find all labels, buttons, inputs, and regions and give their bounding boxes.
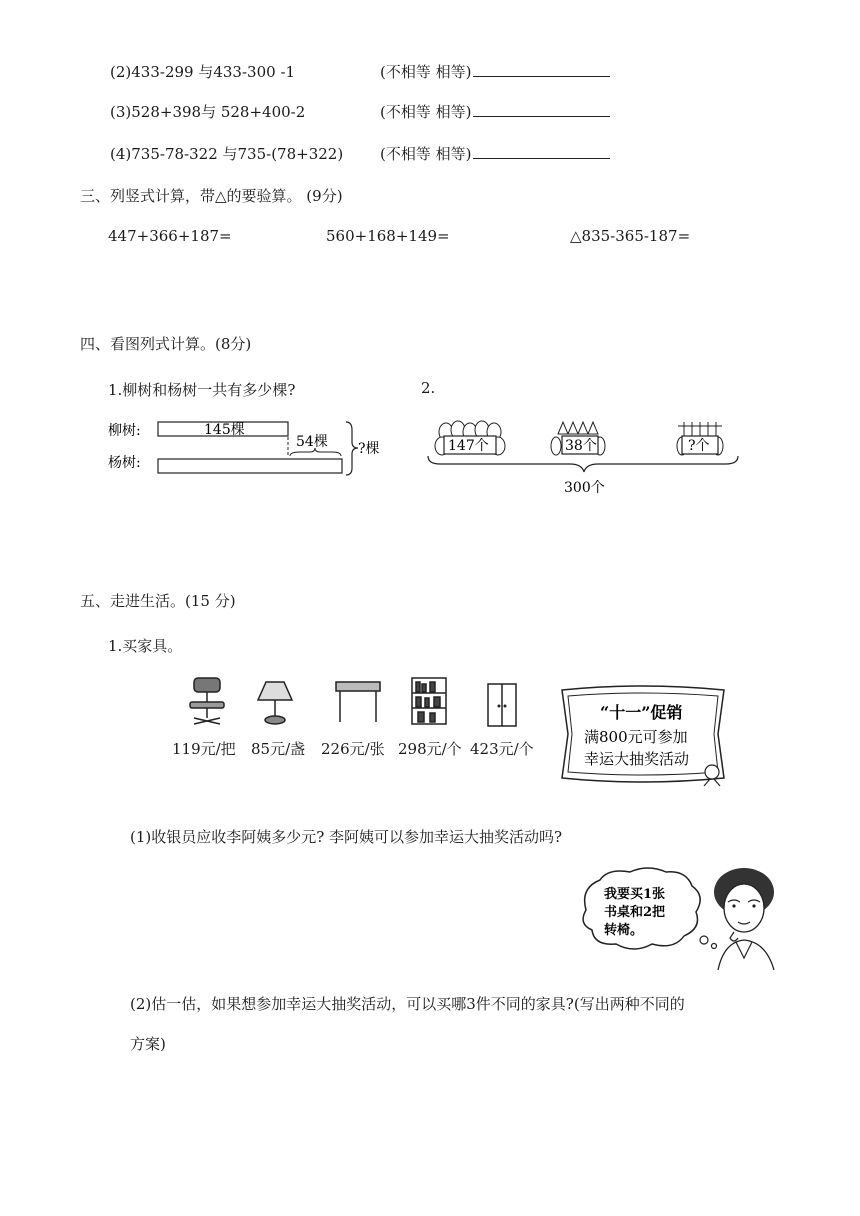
group-1-label: 147个 (448, 438, 489, 454)
answer-blank[interactable] (473, 144, 610, 159)
q2-label: 2. (421, 379, 436, 397)
willow-value: 145棵 (204, 422, 245, 438)
tree-segment-diagram (100, 412, 400, 487)
group-2-label: 38个 (565, 438, 597, 454)
lamp-icon (258, 682, 292, 724)
row-label-willow: 柳树: (108, 423, 141, 439)
wardrobe-icon (484, 682, 520, 730)
swivel-chair-icon (190, 678, 224, 724)
promo-scroll (554, 682, 730, 788)
group-2 (551, 422, 605, 455)
problem-3: △835-365-187= (570, 227, 691, 245)
group-3-label: ?个 (688, 438, 710, 454)
compare-choice-text: (不相等 相等) (380, 145, 472, 163)
compare-choice-2 (380, 61, 610, 82)
price-wardrobe: 423元/个 (470, 740, 534, 758)
promo-line-2: 幸运大抽奖活动 (584, 750, 690, 768)
group-3 (677, 422, 723, 455)
bubble-line-3: 转椅。 (604, 923, 644, 938)
price-lamp: 85元/盏 (251, 740, 306, 758)
total-brace (428, 456, 738, 472)
row-label-poplar: 杨树: (108, 455, 141, 471)
total-label: 300个 (564, 480, 605, 496)
compare-choice-text: (不相等 相等) (380, 63, 472, 81)
items-group-diagram (420, 412, 750, 502)
answer-blank[interactable] (473, 62, 610, 77)
q1-label: 1.柳树和杨树一共有多少棵? (108, 381, 296, 399)
sub-question-1: (1)收银员应收李阿姨多少元? 李阿姨可以参加幸运大抽奖活动吗? (130, 828, 563, 846)
total-value: ?棵 (358, 441, 380, 457)
price-desk: 226元/张 (321, 740, 385, 758)
section5-heading: 五、走进生活。(15 分) (80, 592, 236, 610)
section3-heading: 三、列竖式计算，带△的要验算。 (9分) (80, 187, 343, 205)
woman-avatar (714, 868, 774, 970)
price-bookshelf: 298元/个 (398, 740, 462, 758)
poplar-bar (158, 459, 342, 473)
sub-question-2-line-1: (2)估一估，如果想参加幸运大抽奖活动，可以买哪3件不同的家具?(写出两种不同的 (130, 995, 685, 1013)
q-buy-furniture: 1.买家具。 (108, 637, 183, 655)
furniture-row (180, 676, 460, 730)
compare-expr-3: (3)528+398与 528+400-2 (110, 103, 306, 121)
compare-expr-2: (2)433-299 与433-300 -1 (110, 63, 296, 81)
price-chair: 119元/把 (172, 740, 236, 758)
bubble-line-2: 书桌和2把 (604, 905, 666, 920)
bookshelf-icon (412, 678, 446, 724)
compare-choice-4 (380, 143, 610, 164)
compare-choice-3 (380, 101, 610, 122)
total-brace (346, 422, 358, 475)
sub-question-2-line-2: 方案) (130, 1035, 166, 1053)
problem-2: 560+168+149= (326, 227, 450, 245)
compare-choice-text: (不相等 相等) (380, 103, 472, 121)
problem-1: 447+366+187= (108, 227, 232, 245)
answer-blank[interactable] (473, 102, 610, 117)
compare-expr-4: (4)735-78-322 与735-(78+322) (110, 145, 344, 163)
section4-heading: 四、看图列式计算。(8分) (80, 335, 252, 353)
diff-value: 54棵 (296, 434, 328, 450)
group-1 (435, 421, 505, 455)
aunt-li-illustration (578, 866, 780, 970)
bubble-line-1: 我要买1张 (604, 887, 666, 902)
promo-line-1: 满800元可参加 (584, 728, 688, 746)
promo-title: “十一”促销 (600, 703, 683, 722)
desk-icon (336, 682, 380, 722)
